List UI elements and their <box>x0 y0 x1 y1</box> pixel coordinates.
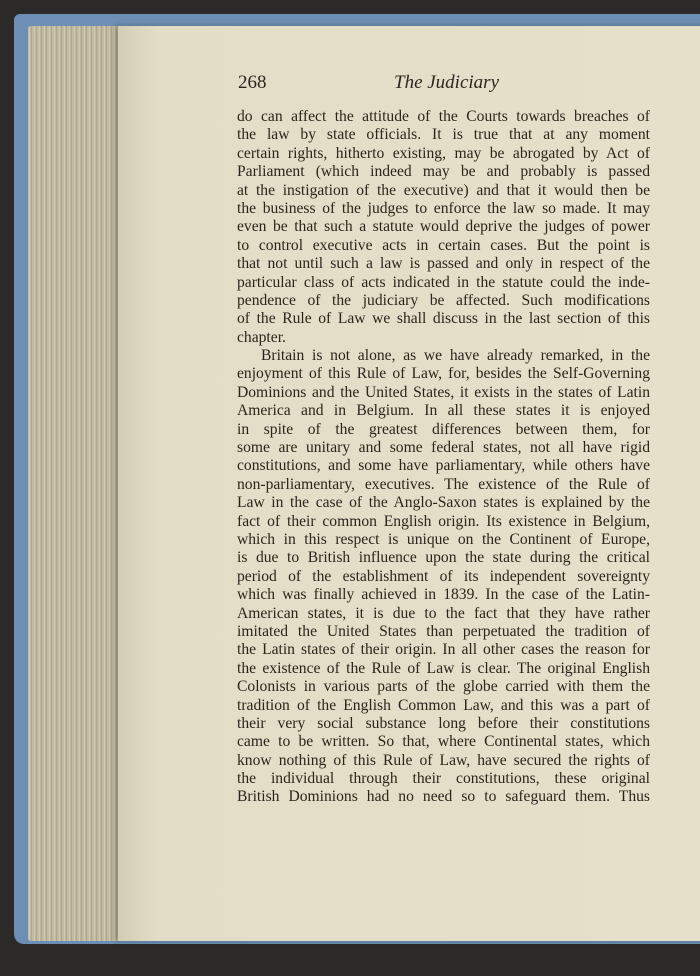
text-line: tradition of the English Common Law, and this was a part of <box>237 696 650 714</box>
text-line: which in this respect is unique on the Continent of Europe, <box>237 530 650 548</box>
text-line: Britain is not alone, as we have already remarked, in the <box>261 347 650 365</box>
page-number: 268 <box>238 72 267 93</box>
text-line: of the Rule of Law we shall discuss in the last section of this <box>237 310 650 328</box>
text-line: at the instigation of the executive) and that it would then be <box>237 181 650 199</box>
text-line: fact of their common English origin. Its existence in Belgium, <box>237 512 650 530</box>
text-line: non-parliamentary, executives. The existence of the Rule of <box>237 475 650 493</box>
text-line: to control executive acts in certain cases. But the point is <box>237 236 650 254</box>
text-line: know nothing of this Rule of Law, have secured the rights of <box>237 751 650 769</box>
text-line: do can affect the attitude of the Courts towards breaches of <box>237 108 650 125</box>
text-line: even be that such a statute would deprive the judges of power <box>237 218 650 236</box>
text-line: period of the establishment of its independent sovereignty <box>237 567 650 585</box>
text-line: the Latin states of their origin. In all other cases the reason for <box>237 641 650 659</box>
text-line: chapter. <box>237 328 286 346</box>
text-line: the law by state officials. It is true that at any moment <box>237 126 650 144</box>
text-line: Law in the case of the Anglo-Saxon states is explained by the <box>237 494 650 512</box>
page-header <box>238 72 648 98</box>
text-line: enjoyment of this Rule of Law, for, besides the Self-Governing <box>237 365 650 383</box>
text-line: the individual through their constitutions, these original <box>237 770 650 788</box>
text-line: imitated the United States than perpetuated the tradition of <box>237 622 650 640</box>
text-line: America and in Belgium. In all these states it is enjoyed <box>237 402 650 420</box>
text-line: constitutions, and some have parliamentary, while others have <box>237 457 650 475</box>
body-text <box>237 108 650 807</box>
text-line: particular class of acts indicated in the statute could the inde- <box>237 273 650 291</box>
text-line: in spite of the greatest differences between them, for <box>237 420 650 438</box>
page-edges <box>28 26 128 941</box>
text-line: the business of the judges to enforce the law so made. It may <box>237 199 650 217</box>
text-line: their very social substance long before their constitutions <box>237 714 650 732</box>
text-line: came to be written. So that, where Continental states, which <box>237 733 650 751</box>
text-line: pendence of the judiciary be affected. Such modifications <box>237 291 650 309</box>
text-line: Dominions and the United States, it exists in the states of Latin <box>237 383 650 401</box>
text-line: Parliament (which indeed may be and probably is passed <box>237 163 650 181</box>
text-line: which was finally achieved in 1839. In the case of the Latin- <box>237 586 650 604</box>
running-title: The Judiciary <box>394 72 500 93</box>
text-line: British Dominions had no need so to safeguard them. Thus <box>237 788 650 806</box>
text-line: some are unitary and some federal states, not all have rigid <box>237 439 650 457</box>
text-line: is due to British influence upon the state during the critical <box>237 549 650 567</box>
text-line: the existence of the Rule of Law is clear. The original English <box>237 659 650 677</box>
text-line: Colonists in various parts of the globe carried with them the <box>237 678 650 696</box>
text-line: American states, it is due to the fact that they have rather <box>237 604 650 622</box>
text-line: that not until such a law is passed and only in respect of the <box>237 255 650 273</box>
text-line: certain rights, hitherto existing, may be abrogated by Act of <box>237 144 650 162</box>
